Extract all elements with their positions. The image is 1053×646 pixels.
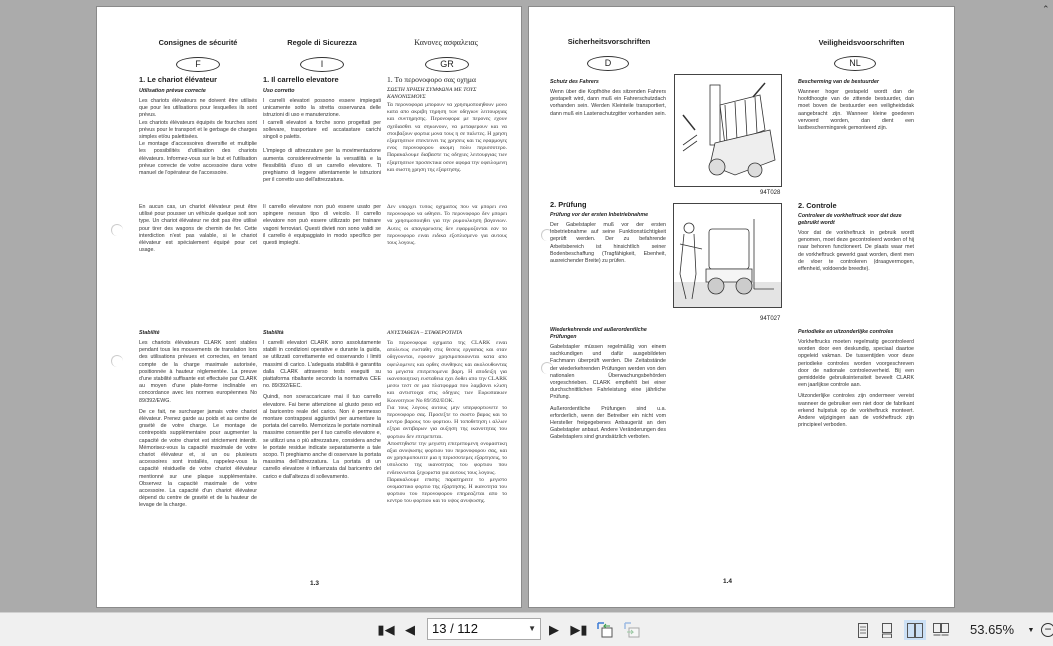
previous-page-icon: ◀ (405, 622, 415, 637)
subheading: Uso corretto (263, 88, 295, 94)
column-gr-stability (387, 330, 507, 506)
paragraph: Wanneer hoger gestapeld wordt dan de hoofdhoogte van de zittende bestuurder, dan moet boven de bestuurder een veiligheidsdak aangebracht zijn. Wanneer kleine goederen vervoerd worden, dan dient een lastbeschermingsrek gemonteerd zijn. (798, 89, 914, 132)
section-heading: 2. Controle (798, 201, 837, 210)
paragraph: I carrelli elevatori possono essere impiegati unicamente sotto la stretta osservanza delle istruzioni di uso e manutenzione. I carrelli elevatori a forche sono progettati per sollevare, trasportare ed accatastare carichi singoli o paletts. L'impiego di attrezzature per la movimentazione aumenta considerevolmente la versatilità e la flessibilità d'uso di un carrello elevatore. Ti preghiamo di leggere attentamente le istruzioni per il corretto uso dell'attrezzatura. (263, 98, 381, 184)
column-de-section-2 (550, 200, 666, 265)
section-heading: 1. Il carrello elevatore (263, 75, 339, 84)
facing-view-button[interactable] (904, 620, 926, 640)
subheading: ΣΩΣΤΗ ΧΡΗΣΗ ΣΥΜΦΩΝΑ ΜΕ ΤΟΥΣ ΚΑΝΟΝΙΣΜΟΥΣ (387, 87, 477, 100)
paragraph: Quindi, non sovraccaricare mai il tuo carrello elevatore. Fai bene attenzione al giusto peso ed al baricentro reale del carico. Non è permesso montare contrappesi aggiuntivi per aumentare la portata del carrello. Memorizza le portate nominali massime consentite per il tuo carrello elevatore e, se utilizzi una o più attrezzature, considera anche le portate residue indicate separatamente a tale scopo. Ti preghiamo anche di osservare la portata massima dell'attrezzatura. La portata di un carrello elevatore è influenzata dal baricentro del carico e dall'altezza di sollevamento. (263, 394, 381, 480)
subheading: Bescherming van de bestuurder (798, 79, 879, 85)
figure-label: 94T027 (760, 316, 781, 322)
chevron-down-icon: ▼ (1027, 626, 1035, 634)
continuous-facing-icon (933, 623, 949, 638)
single-page-view-button[interactable] (855, 621, 871, 639)
zoom-dropdown[interactable] (1026, 621, 1036, 639)
next-page-icon: ▶ (549, 622, 559, 637)
paragraph: Außerordentliche Prüfungen sind u.a. erforderlich, wenn der Betreiber ein nicht vom Hersteller freigegebenes Anbaugerät an den Gabelstapler anbaut. Andere Veränderungen des Gabelstaplers sind grundsätzlich verboten. (550, 405, 666, 441)
figure-label: 94T028 (760, 190, 781, 196)
forklift-image (675, 75, 781, 186)
subheading: Utilisation prévue correcte (139, 88, 206, 94)
page-1-4 (528, 6, 955, 608)
paragraph: Τα περονοφορα οχηματα της CLARK ειναι απολυτως ευσταθη στις θεσεις εργασιας και οταν οδηγουνται, εφοσον χρησιμοποιουνται κατα απο οφειλομενες και ορθες συνθηκες και ακολουθωντας τα μεγιστα επιτρεπομενα βαρη. Η αποδειξη για ικανοποιητικη ευσταθεια εχει δοθει απο την CLARK μεσω τεστ σε μια πλατφορμα που λαμβανει κλιση και αντιστοιχα στις οδηγιες των Ευρωπαικων Κοινοτητων Νο 89/392/ΕΟΚ. Για τους λογους αυτους μην υπερφορτωνετε το περονοφορο σας. Προσεξτε το σωστο βαρος και το κεντρο βαρους του φορτιου. Η τοποθετηση ι αλλων εξτρα αντιβαρων για αυξηση της ικανοτητας του φορτιου δεν επιτρεπεται. (387, 340, 507, 440)
section-heading: 2. Prüfung (550, 200, 587, 209)
paragraph: Τα περονοφορα μπορουν να χρησιμοποιηθουν μονο κατα απο ακριβη τηρηση των οδηγιων λειτουργιας και συντηρησης. Περονοφορα με περονες εχουν σχεδιασθει να σηκωνουν, να μεταφερουν και να στοιβαζουν φορτια μονα τους η σε παλετες. Η χρηση εξαρτησεων επεκτεινει τις χρησεις και τις εφαρμογες ενος περονοφορου ακομη πολυ περισσοτερο. Παρακαλουμε διαβαστε τις οδηγιες λειτουργιας των εξαρτησεων προσεκτικα οσον αφορα την οφειλομενη και σωστη χρηση της εξαρτησης. (387, 102, 507, 173)
next-page-button[interactable] (546, 621, 562, 639)
paragraph: Der Gabelstapler muß vor der ersten Inbetriebnahme auf seine Funktionstüchtigkeit geprüft werden. Der zu befahrende Arbeitsbereich ist hinsichtlich seiner Bodenbeschaffung (Tragfähigkeit, Ebenheit, ausreichender Breite) zu prüfen. (550, 222, 666, 265)
column-title-fr: Consignes de sécurité (158, 38, 238, 47)
column-title-gr: Κανονες ασφαλειας (414, 38, 478, 47)
paragraph: Αποστηθιστε την μεγιστη επιτρεπομενη ονομαστικη αξια ανυψωσης φορτιου του περονοφορου σας, και αν χρησιμοποιειτε μια η περισσοτερες εξαρτησεις, το υπολοιπο της ικανοτητας του φορτιου που ενδεικνυεται ξεχωριστα για αυτους τους λογους. Παρακαλουμε επισης παρατηρειτε το μεγιστο ονομαστικο φορτιο της εξαρτησης. Η ικανοτητα του φορτιου του περονοφορου επηρεαζεται απο το κεντρο του φορτιου και το υψος ανυψωσης. (387, 440, 507, 505)
forklift-overhead-guard-illustration (674, 74, 782, 187)
last-page-icon: ▶▮ (570, 622, 588, 637)
previous-page-button[interactable] (402, 621, 418, 639)
language-badge-nl: NL (834, 56, 876, 71)
facing-pages-icon (907, 623, 923, 638)
continuous-facing-view-button[interactable] (932, 621, 950, 639)
punch-hole-mark (111, 224, 123, 236)
paragraph: Il carrello elevatore non può essere usato per spingere nessun tipo di veicolo. Il carrello elevatore non può essere utilizzato per trainare vagoni ferroviari. Questi divieti non sono validi se il carrello è equipaggiato in modo specifico per questi impieghi. (263, 204, 381, 247)
paragraph: Wenn über die Kopfhöhe des sitzenden Fahrers gestapelt wird, dann muß ein Fahrerschutzdach vorhanden sein. Werden Kleinteile transportiert, dann muß ein Lastenschutzgitter vorhanden sein. (550, 89, 667, 117)
paragraph: Les chariots élévateurs CLARK sont stables pendant tous les mouvements de translation lors des utilisations prévues et correctes, en tenant compte de la charge maximale autorisée, positionnée à hauteur réglementée. La preuve d'une stabilité suffisante est effectuée par CLARK au moyen d'une plate-forme inclinable en concordance avec les normes européennes No 89/392/EWG. (139, 340, 257, 404)
section-heading: 1. Le chariot élévateur (139, 75, 218, 84)
subheading: Periodieke en uitzonderlijke controles (798, 329, 894, 335)
column-nl-section-3 (798, 329, 914, 429)
subheading: ΑΝΥΣΤΑΘΕΙΑ – ΣΤΑΘΕΡΟΤΗΤΑ (387, 330, 463, 336)
column-title-de: Sicherheitsvorschriften (567, 37, 651, 46)
pdf-toolbar (0, 612, 1053, 646)
column-fr (139, 75, 257, 177)
previous-view-icon (597, 622, 613, 638)
subheading: Prüfung vor der ersten Inbetriebnahme (550, 212, 649, 218)
language-badge-it: I (300, 57, 344, 72)
subheading: Controleer de vorkheftruck voor dat deze gebruikt wordt (798, 213, 902, 226)
column-gr (387, 75, 507, 174)
forklift-image (674, 204, 781, 307)
column-nl-section-2 (798, 201, 914, 273)
column-it (263, 75, 381, 184)
vertical-scrollbar[interactable] (1039, 0, 1053, 612)
language-badge-gr: GR (425, 57, 469, 72)
paragraph: Δεν υπαρχει τυπος οχηματος που να μπορει ενα περονοφορο να ωθησει. Το περονοφορο δεν μπορει να χρησιμοποιηθει για την ρυμουλκηση βαγονιων. Αυτες οι απαγορευσεις δεν εφαρμοζονται εαν το περονοφορο ειναι ειδικα εξοπλισμενο για αυτους τους λογους. (387, 204, 507, 247)
next-view-icon (624, 622, 640, 638)
section-heading: 1. Το περονοφορο σας οχημα (387, 75, 476, 84)
first-page-icon: ▮◀ (377, 622, 395, 637)
zoom-out-icon: − (1041, 623, 1053, 637)
first-page-button[interactable] (377, 621, 395, 639)
zoom-out-button[interactable] (1040, 621, 1053, 639)
column-it-stability (263, 330, 381, 481)
paragraph: En aucun cas, un chariot élévateur peut être utilisé pour pousser un véhicule quelque soit son type. Un chariot élévateur ne doit pas être utilisé pour tirer des wagons de chemin de fer. Cette interdiction n'est pas valable, si le chariot élévateur est spécialement équipé pour cet usage. (139, 204, 257, 254)
chevron-down-icon[interactable]: ▼ (528, 624, 536, 633)
paragraph: Vorkheftrucks moeten regelmatig gecontroleerd worden door een deskundig, speciaal daartoe opgeleid vakman. De tussentijden voor deze periodieke controles worden voorgeschreven door de nationale controleoverheid. Bij een gemiddelde gebruiksintensiteit beveelt CLARK een jaarlijkse controle aan. (798, 339, 914, 389)
last-page-button[interactable] (570, 621, 588, 639)
column-title-it: Regole di Sicurezza (287, 38, 357, 47)
page-number-value: 13 / 112 (432, 621, 479, 636)
continuous-page-icon (882, 623, 892, 638)
previous-view-button[interactable] (596, 621, 614, 639)
zoom-level[interactable]: 53.65% (970, 622, 1015, 637)
column-fr-stability (139, 330, 257, 510)
forklift-inspection-illustration (673, 203, 782, 308)
paragraph: Voor dat de vorkheftruck in gebruik wordt genomen, moet deze gecontroleerd worden of hij naar behoren functioneert. De plaats waar met de vorkheftruck gewerkt gaat worden, dient men de vloer te controleren (draagvermogen, effenheid, voldoende breedte). (798, 230, 914, 273)
subheading: Stabilità (263, 330, 284, 336)
scroll-up-icon[interactable]: ⌃ (1042, 4, 1050, 14)
column-title-nl: Veiligheidsvoorschriften (818, 38, 905, 47)
column-de (550, 79, 666, 118)
paragraph: De ce fait, ne surcharger jamais votre chariot élévateur. Prenez garde au poids et au centre de gravité de votre charge. Le montage de contrepoids supplémentaire pour augmenter la capacité de votre chariot est strictement interdit. Mémorisez-vous la capacité maximale de votre chariot élévateur et, si un ou plusieurs accessoires sont installés, rappelez-vous la capacité résiduelle de votre chariot élévateur mentionné sur une plaque supplémentaire. Observez la capacité maximale de votre accessoire. La capacité d'un chariot élévateur dépend du centre de gravité et de la hauteur de levage de la charge. (139, 408, 257, 509)
punch-hole-mark (111, 355, 123, 367)
paragraph: Uitzonderlijke controles zijn ondermeer vereist wanneer de gebruiker een niet door de fabrikant erkend hulpstuk op de vorkheftruck monteert. Andere wijzigingen aan de vorkheftruck zijn principieel verboden. (798, 393, 914, 429)
paragraph: Gabelstapler müssen regelmäßig von einem sachkundigen und dafür ausgebildeten Fachmann überprüft werden. Die Zeitabstände der wiederkehrenden Prüfungen werden von den nationalen Überwachungsbehörden vorgeschrieben. CLARK empfiehlt bei einer durchschnittlichen Fahrleistung eine jährliche Prüfung. (550, 344, 666, 401)
subheading: Wiederkehrende und außerordentliche Prüfungen (550, 327, 647, 340)
column-de-section-3 (550, 327, 666, 442)
page-number-input[interactable] (427, 618, 541, 640)
column-nl (798, 79, 914, 132)
page-1-3 (96, 6, 522, 608)
page-number: 1.3 (310, 580, 320, 587)
page-number: 1.4 (723, 578, 733, 585)
language-badge-de: D (587, 56, 629, 71)
subheading: Stabilité (139, 330, 160, 336)
subheading: Schutz des Fahrers (550, 79, 599, 85)
language-badge-fr: F (176, 57, 220, 72)
continuous-view-button[interactable] (879, 621, 895, 639)
single-page-icon (858, 623, 868, 638)
paragraph: Les chariots élévateurs ne doivent être utilisés que pour les utilisations pour lesquelles ils sont prévus. Les chariots élévateurs équipés de fourches sont prévus pour le transport et le gerbage de charges simples et/ou palettisées. Le montage d'accessoires diversifie et multiplie les possibilités d'utilisation des chariots élévateurs. Informez-vous sur le but et l'utilisation prévue correcte de votre accessoire dans votre manuel de l'opérateur de l'accessoire. (139, 98, 257, 177)
paragraph: I carrelli elevatori CLARK sono assolutamente stabili in condizioni operative e durante la guida, se utilizzati correttamente ed osservando i limiti massimi di carico. L'adeguata stabilità è garantita dalla CLARK attraverso tests eseguiti su piattaforma ribaltante secondo la normativa CEE no. 89/392/EEC. (263, 340, 381, 390)
next-view-button[interactable] (623, 621, 641, 639)
